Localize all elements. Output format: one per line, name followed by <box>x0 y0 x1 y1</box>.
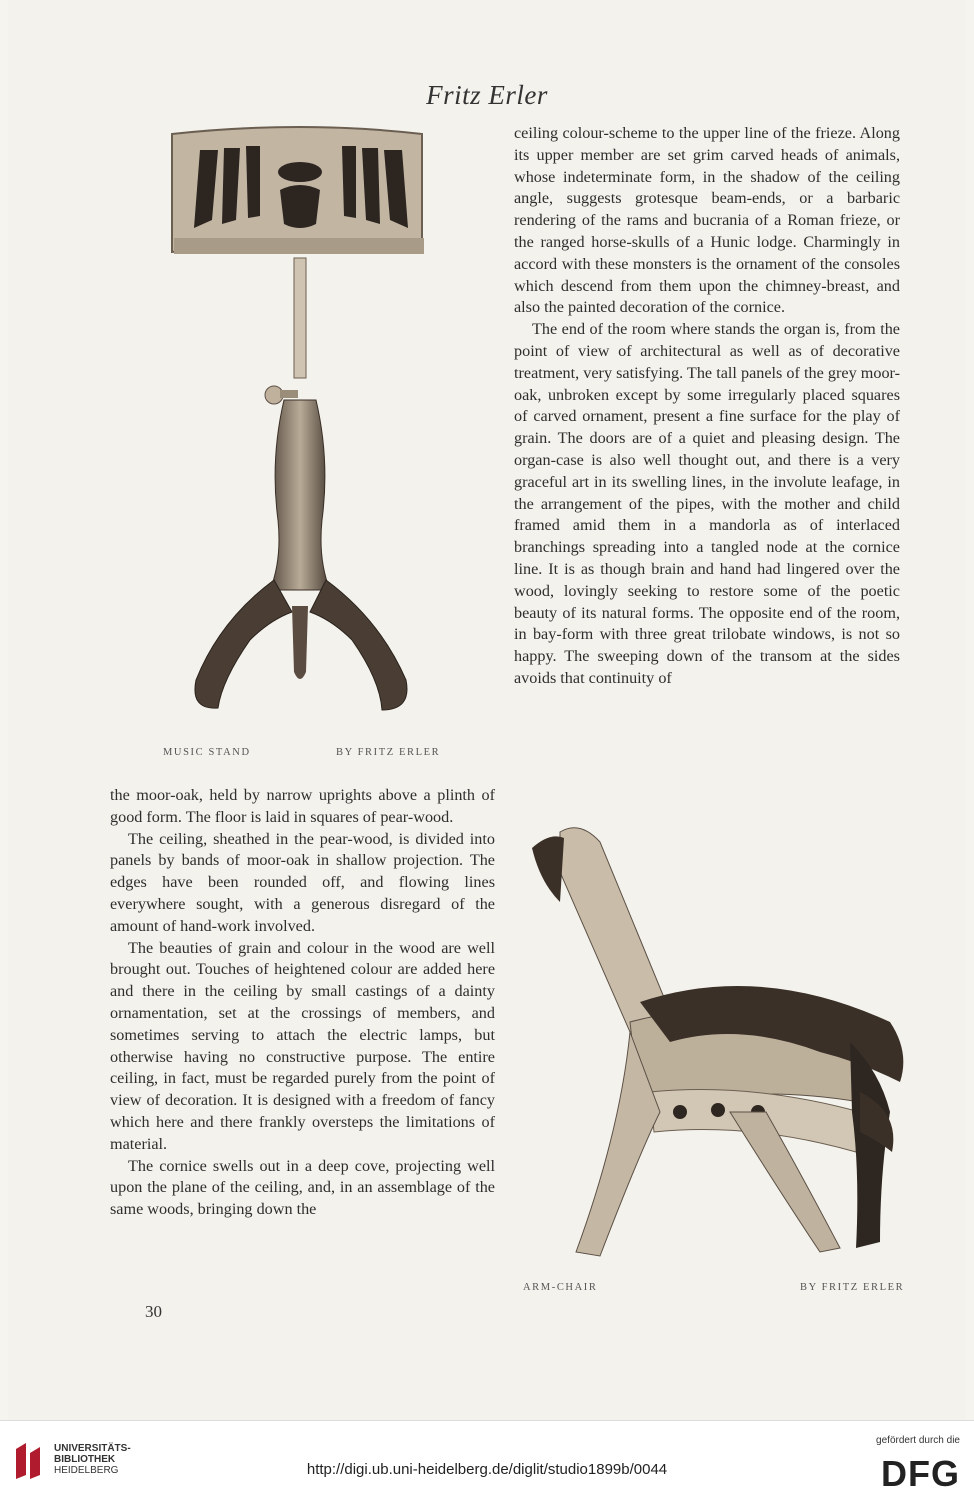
arm-chair-illustration <box>520 812 920 1272</box>
left-column-text <box>110 785 495 1221</box>
music-stand-illustration <box>160 120 460 735</box>
paragraph: The ceiling, sheathed in the pear-wood, is divided into panels by bands of moor-oak in shallow projection. The edges have been rounded off, and flowing lines everywhere sought, with a generous disregard of the amount of hand-work involved. <box>110 829 495 935</box>
institution-line: BIBLIOTHEK <box>54 1454 116 1465</box>
funded-by-label: gefördert durch die <box>876 1435 960 1446</box>
arm-chair-caption-credit: BY FRITZ ERLER <box>800 1282 905 1293</box>
paragraph: The end of the room where stands the organ is, from the point of view of architectural as well as of decorative treatment, very satisfying. The tall panels of the grey moor-oak, unbroken except by some irregularly placed squares of carved ornament, present a fine surface for the play of grain. The doors are of a quiet and pleasing design. The organ-case is also well thought out, and there is a very graceful art in its swelling lines, in the involute leafage, in the arrangement of the pipes, with the mother and child framed amid them in a mandorla as of interlaced branchings spreading into a tangled node at the cornice line. It is as though brain and hand had lingered over the wood, lovingly seeking to restore some of the poetic beauty of its natural forms. The opposite end of the room, in bay-form with three great trilobate windows, is not so happy. The sweeping down of the transom at the sides avoids that continuity of <box>514 320 900 687</box>
right-column-text <box>514 123 900 690</box>
page-number: 30 <box>145 1302 162 1321</box>
music-stand-caption-title: MUSIC STAND <box>163 747 251 758</box>
music-stand-caption-credit: BY FRITZ ERLER <box>336 747 441 758</box>
institution-line: UNIVERSITÄTS- <box>54 1443 131 1454</box>
paragraph: ceiling colour-scheme to the upper line of the frieze. Along its upper member are set grim carved heads of animals, whose indeterminate form, in the shadow of the ceiling angle, suggests grotesque beam-ends, or a barbaric rendering of the rams and bucrania of a Roman frieze, or the ranged horse-skulls of a Hunic lodge. Charmingly in accord with these monsters is the ornament of the consoles which descend from them upon the chimney-breast, and also the painted decoration of the cornice. <box>514 124 900 317</box>
source-url-link[interactable]: http://digi.ub.uni-heidelberg.de/diglit/studio1899b/0044 <box>306 1461 668 1478</box>
running-head: Fritz Erler <box>426 80 548 110</box>
footer-bar <box>0 1420 974 1498</box>
paragraph: The cornice swells out in a deep cove, projecting well upon the plane of the ceiling, and, in an assemblage of the same woods, bringing down the <box>110 1156 495 1219</box>
paragraph: the moor-oak, held by narrow uprights above a plinth of good form. The floor is laid in squares of pear-wood. <box>110 786 495 826</box>
institution-line: HEIDELBERG <box>54 1465 119 1476</box>
dfg-logo: DFG <box>881 1453 960 1494</box>
arm-chair-caption-title: ARM-CHAIR <box>523 1282 598 1293</box>
paragraph: The beauties of grain and colour in the wood are well brought out. Touches of heightened colour are added here and there in the ceiling by small castings of a dainty ornamentation, set at the crossings of members, and sometimes serving to attach the electric lamps, but otherwise having no constructive purpose. The entire ceiling, in fact, must be regarded purely from the point of view of decoration. It is designed with a freedom of fancy which here and there frankly oversteps the limitations of material. <box>110 938 495 1153</box>
